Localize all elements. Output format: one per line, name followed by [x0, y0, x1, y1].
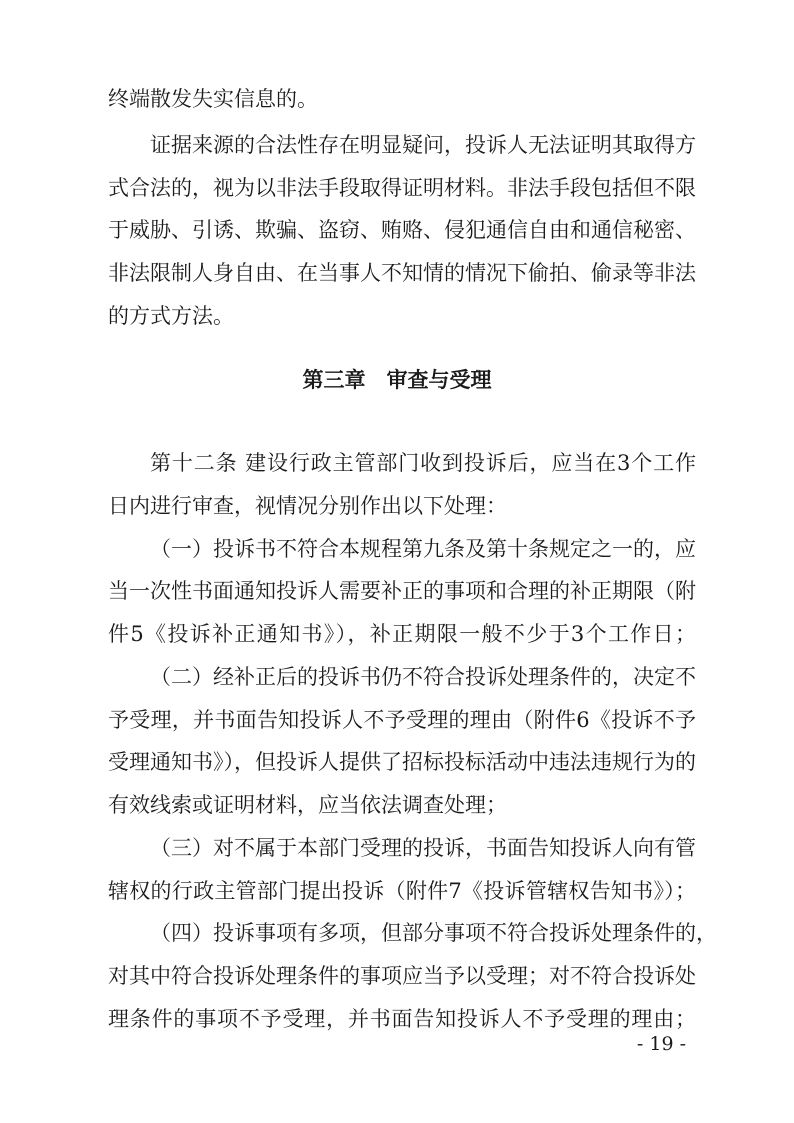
text-line: 辖权的行政主管部门提出投诉（附件7《投诉管辖权告知书》）；	[108, 879, 696, 903]
text-line: 日内进行审查，视情况分别作出以下处理：	[108, 494, 507, 518]
text-line: 于威胁、引诱、欺骗、盗窃、贿赂、侵犯通信自由和通信秘密、	[108, 218, 696, 242]
text-line: 终端散发失实信息的。	[108, 87, 318, 111]
text-line: 予受理，并书面告知投诉人不予受理的理由（附件6《投诉不予	[108, 708, 696, 732]
text-line: 理条件的事项不予受理，并书面告知投诉人不予受理的理由；	[108, 1007, 696, 1031]
chapter-heading: 第三章 审查与受理	[302, 368, 492, 392]
text-line: （四）投诉事项有多项，但部分事项不符合投诉处理条件的，	[150, 921, 717, 945]
text-line: 第十二条 建设行政主管部门收到投诉后，应当在3个工作	[150, 451, 696, 475]
text-line: 有效线索或证明材料，应当依法调查处理；	[108, 793, 507, 817]
text-line: （一）投诉书不符合本规程第九条及第十条规定之一的，应	[150, 537, 696, 561]
text-line: 件5《投诉补正通知书》），补正期限一般不少于3个工作日；	[108, 622, 696, 646]
text-line: 对其中符合投诉处理条件的事项应当予以受理；对不符合投诉处	[108, 964, 696, 988]
text-line: 非法限制人身自由、在当事人不知情的情况下偷拍、偷录等非法	[108, 261, 696, 285]
text-line: 式合法的，视为以非法手段取得证明材料。非法手段包括但不限	[108, 176, 696, 200]
page-number: - 19 -	[636, 1033, 686, 1055]
text-line: 受理通知书》），但投诉人提供了招标投标活动中违法违规行为的	[108, 750, 696, 774]
text-line: （二）经补正后的投诉书仍不符合投诉处理条件的，决定不	[150, 665, 696, 689]
text-line: 当一次性书面通知投诉人需要补正的事项和合理的补正期限（附	[108, 579, 696, 603]
text-line: 证据来源的合法性存在明显疑问，投诉人无法证明其取得方	[150, 133, 696, 157]
text-line: 的方式方法。	[108, 304, 234, 328]
text-line: （三）对不属于本部门受理的投诉，书面告知投诉人向有管	[150, 836, 696, 860]
